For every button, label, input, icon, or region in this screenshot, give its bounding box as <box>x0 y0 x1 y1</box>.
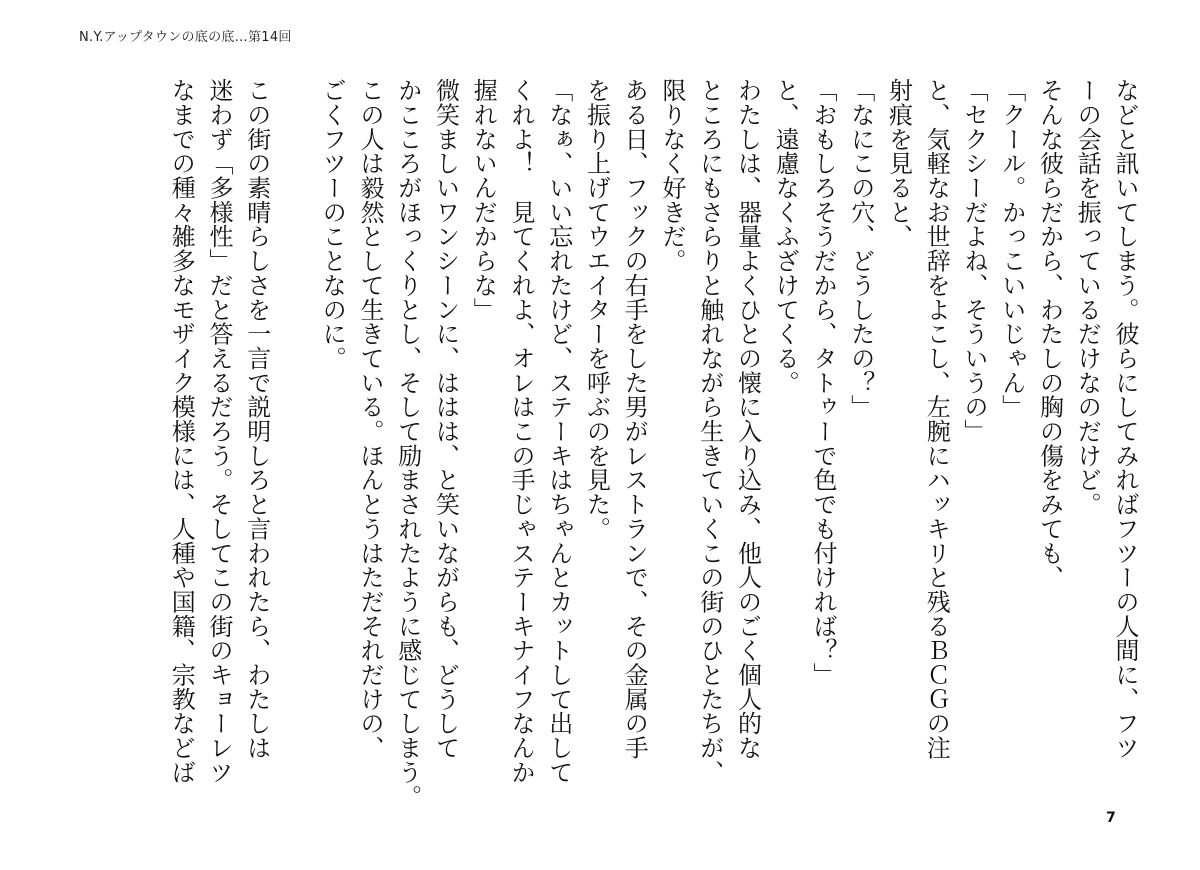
text-column: 射痕を見ると、 <box>884 78 913 249</box>
blank-column <box>275 78 313 798</box>
text-column: 「なにこの穴、どうしたの？」 <box>846 78 875 419</box>
text-column: ところにもさらりと触れながら生きていくこの街のひとたちが、 <box>695 78 724 785</box>
text-column: 「なぁ、いい忘れたけど、ステーキはちゃんとカットして出して <box>544 78 573 785</box>
text-column: この街の素晴らしさを一言で説明しろと言われたら、わたしは <box>242 78 271 760</box>
text-column: 限りなく好きだ。 <box>658 78 686 273</box>
text-column: ごくフツーのことなのに。 <box>318 78 347 371</box>
text-column: を振り上げてウエイターを呼ぶのを見た。 <box>582 78 611 541</box>
vertical-body-text <box>162 78 1144 809</box>
text-column: などと訊いてしまう。彼らにしてみればフツーの人間に、フツ <box>1111 78 1139 760</box>
text-column: 微笑ましいワンシーンに、ははは、と笑いながらも、どうして <box>431 78 460 760</box>
text-column: ある日、フックの右手をした男がレストランで、その金属の手 <box>620 78 649 760</box>
text-column: 迷わず「多様性」だと答えるだろう。そしてこの街のキョーレツ <box>205 78 233 785</box>
text-column: 「セクシーだよね、そういうの」 <box>960 78 988 444</box>
text-column: 握れないんだからな」 <box>469 78 498 322</box>
text-column: と、気軽なお世辞をよこし、左腕にハッキリと残るＢＣＧの注 <box>922 78 951 760</box>
text-column: かこころがほっくりとし、そして励まされたように感じてしまう。 <box>393 78 422 809</box>
text-column: くれよ！ 見てくれよ、オレはこの手じゃステーキナイフなんか <box>507 78 535 785</box>
text-column: ーの会話を振っているだけなのだけど。 <box>1073 78 1102 517</box>
text-column: そんな彼らだから、わたしの胸の傷をみても、 <box>1035 78 1064 590</box>
page-number: 7 <box>1106 810 1116 826</box>
text-column: 「クール。かっこいいじゃん」 <box>997 78 1026 419</box>
text-column: なまでの種々雑多なモザイク模様には、人種や国籍、宗教などば <box>167 78 196 785</box>
text-column: 「おもしろそうだから、タトゥーで色でも付ければ？」 <box>809 78 837 687</box>
running-header-title: N.Y.アップタウンの底の底…第14回 <box>79 30 292 45</box>
text-column: と、遠慮なくふざけてくる。 <box>771 78 800 395</box>
text-column: わたしは、器量よくひとの懐に入り込み、他人のごく個人的な <box>733 78 762 760</box>
text-column: この人は毅然として生きている。ほんとうはただそれだけの、 <box>356 78 384 760</box>
